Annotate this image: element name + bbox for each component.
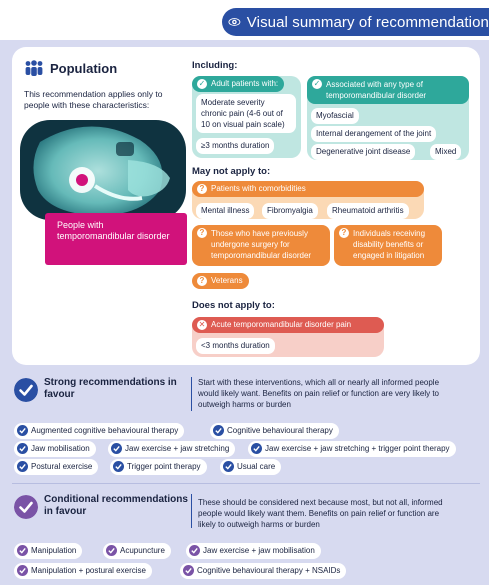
comorbidity-mental-illness: Mental illness xyxy=(196,203,254,219)
strong-item-jaw-exercise-stretching: Jaw exercise + jaw stretching xyxy=(108,441,235,457)
check-icon xyxy=(113,461,124,472)
page-title: Visual summary of recommendation xyxy=(246,13,489,31)
adult-head: ✓ Adult patients with: xyxy=(192,76,284,92)
check-icon xyxy=(213,425,224,436)
patient-box: People with temporomandibular disorder xyxy=(45,213,187,265)
surgery-head: ? Those who have previously undergone surgery for temporomandibular disorder xyxy=(192,225,330,266)
does-not-apply-label: Does not apply to: xyxy=(192,300,275,311)
check-icon xyxy=(183,565,194,576)
strong-item-cbt: Cognitive behavioural therapy xyxy=(210,423,339,439)
people-icon xyxy=(24,60,44,76)
conditional-item-jaw-exercise-mobilisation: Jaw exercise + jaw mobilisation xyxy=(186,543,321,559)
question-icon: ? xyxy=(339,228,349,238)
conditional-item-manipulation-postural: Manipulation + postural exercise xyxy=(14,563,152,579)
associated-item-degenerative: Degenerative joint disease xyxy=(311,144,415,160)
population-description: This recommendation applies only to people with these characteristics: xyxy=(24,89,163,110)
strong-item-usual-care: Usual care xyxy=(220,459,281,475)
strong-item-augmented-cbt: Augmented cognitive behavioural therapy xyxy=(14,423,184,439)
disability-head: ? Individuals receiving disability benefits or engaged in litigation xyxy=(334,225,442,266)
associated-item-myofascial: Myofascial xyxy=(311,108,359,124)
associated-item-internal: Internal derangement of the joint xyxy=(311,126,436,142)
conditional-title: Conditional recommendations in favour xyxy=(44,494,188,517)
conditional-check-icon xyxy=(14,495,38,519)
strong-check-icon xyxy=(14,378,38,402)
strong-item-jaw-mobilisation: Jaw mobilisation xyxy=(14,441,96,457)
header xyxy=(0,0,489,40)
check-icon xyxy=(223,461,234,472)
check-icon xyxy=(17,545,28,556)
check-icon xyxy=(17,443,28,454)
conditional-divider xyxy=(191,494,192,528)
adult-item-severity: Moderate severity chronic pain (4-6 out of 10 on visual pain scale) xyxy=(196,94,296,133)
comorbidity-fibromyalgia: Fibromyalgia xyxy=(262,203,318,219)
check-icon xyxy=(189,545,200,556)
including-label: Including: xyxy=(192,60,238,71)
question-icon: ? xyxy=(197,228,207,238)
check-icon xyxy=(251,443,262,454)
header-bar xyxy=(222,8,489,36)
strong-title: Strong recommendations in favour xyxy=(44,377,177,400)
comorbidities-head: ? Patients with comorbidities xyxy=(192,181,424,197)
check-icon: ✓ xyxy=(313,79,321,88)
eye-icon xyxy=(228,11,241,33)
check-icon xyxy=(17,461,28,472)
associated-head: ✓ Associated with any type of temporomandibular disorder xyxy=(307,76,469,104)
question-icon: ? xyxy=(197,276,207,286)
associated-item-mixed: Mixed xyxy=(430,144,461,160)
conditional-item-cbt-nsaids: Cognitive behavioural therapy + NSAIDs xyxy=(180,563,346,579)
check-icon xyxy=(17,425,28,436)
conditional-description: These should be considered next because most, but not all, informed people would likely want them. Benefits on pain relief or function are likely to outweigh harms or burden xyxy=(198,498,443,529)
acute-head: ✕ Acute temporomandibular disorder pain xyxy=(192,317,384,333)
may-not-apply-label: May not apply to: xyxy=(192,166,271,177)
strong-item-jaw-exercise-trigger: Jaw exercise + jaw stretching + trigger point therapy xyxy=(248,441,456,457)
cross-icon: ✕ xyxy=(198,320,206,329)
check-icon: ✓ xyxy=(198,79,206,88)
population-heading xyxy=(24,60,117,76)
question-icon: ? xyxy=(197,184,207,194)
strong-item-postural-exercise: Postural exercise xyxy=(14,459,98,475)
check-icon xyxy=(17,565,28,576)
strong-description: Start with these interventions, which all or nearly all informed people would likely want. Benefits on pain relief or function are very likely to outweigh harms or burden xyxy=(198,378,440,409)
skull-illustration xyxy=(20,120,186,220)
strong-item-trigger-point: Trigger point therapy xyxy=(110,459,207,475)
check-icon xyxy=(106,545,117,556)
check-icon xyxy=(111,443,122,454)
acute-item-duration: <3 months duration xyxy=(196,338,275,354)
conditional-item-acupuncture: Acupuncture xyxy=(103,543,171,559)
veterans-head: ? Veterans xyxy=(192,273,249,289)
comorbidity-rheumatoid-arthritis: Rheumatoid arthritis xyxy=(327,203,409,219)
conditional-item-manipulation: Manipulation xyxy=(14,543,82,559)
population-title: Population xyxy=(50,60,118,76)
adult-item-duration: ≥3 months duration xyxy=(196,138,274,154)
section-divider xyxy=(12,483,480,484)
strong-divider xyxy=(191,377,192,411)
